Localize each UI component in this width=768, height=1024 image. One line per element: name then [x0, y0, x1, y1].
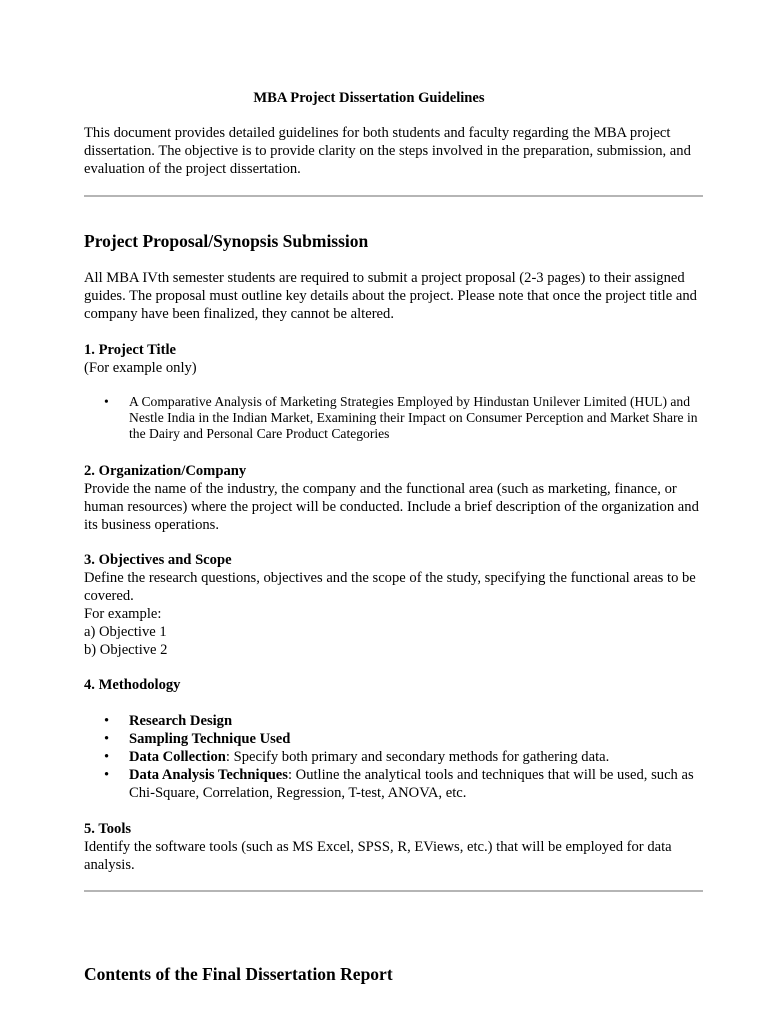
objective-a: a) Objective 1 — [84, 624, 167, 640]
bullet-icon: • — [104, 749, 110, 765]
list-item — [84, 748, 704, 766]
bullet-icon: • — [104, 731, 110, 747]
project-title-note: (For example only) — [84, 360, 197, 376]
method-item-bold: Data Analysis Techniques — [129, 767, 288, 783]
list-item — [84, 730, 704, 748]
organization-paragraph: Provide the name of the industry, the company and the functional area (such as marketing, finance, or human resources) where the project will be conducted. Include a brief description of the organization and its business operations. — [84, 481, 699, 533]
tools-heading: 5. Tools — [84, 821, 132, 837]
divider — [84, 195, 703, 197]
method-item-text: : Outline the analytical tools and techniques that will be used, such as Chi-Square, Correlation, Regression, T-test, ANOVA, etc. — [129, 767, 694, 801]
proposal-paragraph: All MBA IVth semester students are required to submit a project proposal (2-3 pages) to their assigned guides. The proposal must outline key details about the project. Please note that once the project title and company have been finalized, they cannot be altered. — [84, 270, 697, 322]
divider — [84, 890, 703, 892]
bullet-icon: • — [104, 713, 110, 729]
section-heading-proposal: Project Proposal/Synopsis Submission — [84, 231, 369, 251]
organization-heading: 2. Organization/Company — [84, 463, 247, 479]
list-item — [84, 712, 704, 730]
methodology-list — [84, 712, 704, 802]
bullet-icon: • — [104, 394, 109, 409]
method-item-bold: Research Design — [129, 713, 233, 729]
list-item — [84, 766, 704, 802]
project-title-example-list — [84, 394, 704, 442]
method-item-text: : Specify both primary and secondary methods for gathering data. — [225, 749, 610, 765]
objectives-heading: 3. Objectives and Scope — [84, 552, 232, 568]
objectives-example-label: For example: — [84, 606, 162, 622]
objectives-paragraph: Define the research questions, objectives and the scope of the study, specifying the functional areas to be covered. — [84, 570, 696, 604]
list-item — [84, 394, 704, 442]
method-item-bold: Data Collection — [129, 749, 226, 765]
project-title-example: A Comparative Analysis of Marketing Strategies Employed by Hindustan Unilever Limited (HUL) and Nestle India in the Indian Market, Examining their Impact on Consumer Perception and Market Share in the Dairy and Personal Care Product Categories — [129, 394, 698, 441]
project-title-heading: 1. Project Title — [84, 342, 176, 358]
section-heading-final-report: Contents of the Final Dissertation Report — [84, 964, 393, 984]
document-title: MBA Project Dissertation Guidelines — [253, 90, 485, 106]
objective-b: b) Objective 2 — [84, 642, 168, 658]
tools-paragraph: Identify the software tools (such as MS Excel, SPSS, R, EViews, etc.) that will be employed for data analysis. — [84, 839, 672, 873]
intro-paragraph: This document provides detailed guidelines for both students and faculty regarding the MBA project dissertation. The objective is to provide clarity on the steps involved in the preparation, submission, and evaluation of the project dissertation. — [84, 125, 691, 177]
methodology-heading: 4. Methodology — [84, 677, 181, 693]
bullet-icon: • — [104, 767, 110, 783]
method-item-bold: Sampling Technique Used — [129, 731, 291, 747]
